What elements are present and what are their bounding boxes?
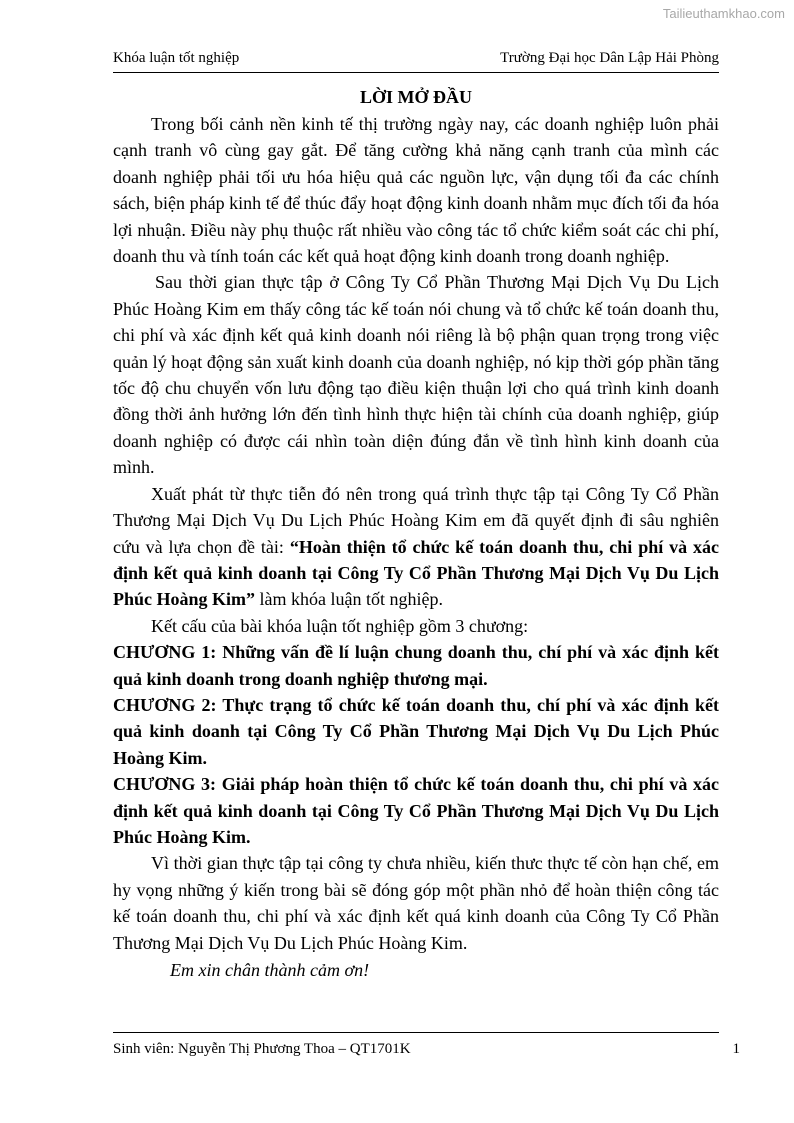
footer-divider (113, 1032, 719, 1033)
page-number: 1 (732, 1041, 740, 1057)
page-title: LỜI MỞ ĐẦU (360, 87, 472, 107)
page-header (113, 50, 719, 67)
topic-tail-text: làm khóa luận tốt nghiệp. (255, 589, 443, 610)
topic-lead-text: Xuất phát từ thực tiễn đó nên trong quá trình thực tập tại Công Ty Cổ Phần Thương Mại Dịch Vụ Du Lịch Phúc Hoàng Kim em đã quyết định đi sâu nghiên cứu và lựa chọn đề tài: (113, 483, 719, 557)
topic-title: “Hoàn thiện tổ chức kế toán doanh thu, chi phí và xác định kết quả kinh doanh tại Công Ty Cổ Phần Thương Mại Dịch Vụ Du Lịch Phúc Hoàng Kim” (113, 536, 719, 610)
watermark: Tailieuthamkhao.com (662, 6, 785, 21)
chapter-3: CHƯƠNG 3: Giải pháp hoàn thiện tổ chức kế toán doanh thu, chi phí và xác định kết quả kinh doanh tại Công Ty Cổ Phần Thương Mại Dịch Vụ Du Lịch Phúc Hoàng Kim. (113, 774, 719, 847)
header-divider (113, 72, 719, 73)
paragraph-topic (113, 481, 719, 613)
footer-student: Sinh viên: Nguyễn Thị Phương Thoa – QT1701K (113, 1041, 411, 1057)
header-left: Khóa luận tốt nghiệp (113, 50, 240, 66)
chapter-2: CHƯƠNG 2: Thực trạng tổ chức kế toán doanh thu, chí phí và xác định kết quả kinh doanh tại Công Ty Cổ Phần Thương Mại Dịch Vụ Du Lịch Phúc Hoàng Kim. (113, 694, 719, 768)
paragraph-structure: Kết cấu của bài khóa luận tốt nghiệp gồm 3 chương: (151, 615, 529, 636)
document-body (113, 111, 719, 983)
paragraph-internship: Sau thời gian thực tập ở Công Ty Cổ Phần Thương Mại Dịch Vụ Du Lịch Phúc Hoàng Kim em thấy công tác kế toán nói chung và tổ chức kế toán doanh thu, chi phí và xác định kết quả kinh doanh nói riêng là bộ phận quan trọng trong việc quản lý hoạt động sản xuất kinh doanh của doanh nghiệp, nó kịp thời góp phần tăng tốc độ chu chuyển vốn lưu động tạo điều kiện thuận lợi cho quá trình kinh doanh đồng thời ảnh hưởng lớn đến tình hình thực hiện tài chính của doanh nghiệp, giúp doanh nghiệp có được cái nhìn toàn diện đúng đắn về tình hình kinh doanh của mình. (113, 272, 719, 478)
paragraph-closing: Vì thời gian thực tập tại công ty chưa nhiều, kiến thưc thực tế còn hạn chế, em hy vọng những ý kiến trong bài sẽ đóng góp một phần nhỏ để hoàn thiện công tác kế toán doanh thu, chi phí và xác định kết quá kinh doanh của Công Ty Cổ Phần Thương Mại Dịch Vụ Du Lịch Phúc Hoàng Kim. (113, 853, 719, 953)
chapter-1: CHƯƠNG 1: Những vấn đề lí luận chung doanh thu, chí phí và xác định kết quả kinh doanh trong doanh nghiệp thương mại. (113, 642, 719, 689)
paragraph-intro: Trong bối cảnh nền kinh tế thị trường ngày nay, các doanh nghiệp luôn phải cạnh tranh vô cùng gay gắt. Để tăng cường khả năng cạnh tranh của mình các doanh nghiệp phải tối ưu hóa hiệu quả các nguồn lực, vận dụng tối đa các chính sách, biện pháp kinh tế để thúc đẩy hoạt động kinh doanh nhằm mục đích tối đa hóa lợi nhuận. Điều này phụ thuộc rất nhiều vào công tác tổ chức kiểm soát các chi phí, doanh thu và tính toán các kết quả hoạt động kinh doanh trong doanh nghiệp. (113, 114, 719, 267)
header-right: Trường Đại học Dân Lập Hải Phòng (500, 50, 719, 66)
thanks-line: Em xin chân thành cảm ơn! (170, 960, 370, 980)
page-footer (113, 1041, 740, 1058)
